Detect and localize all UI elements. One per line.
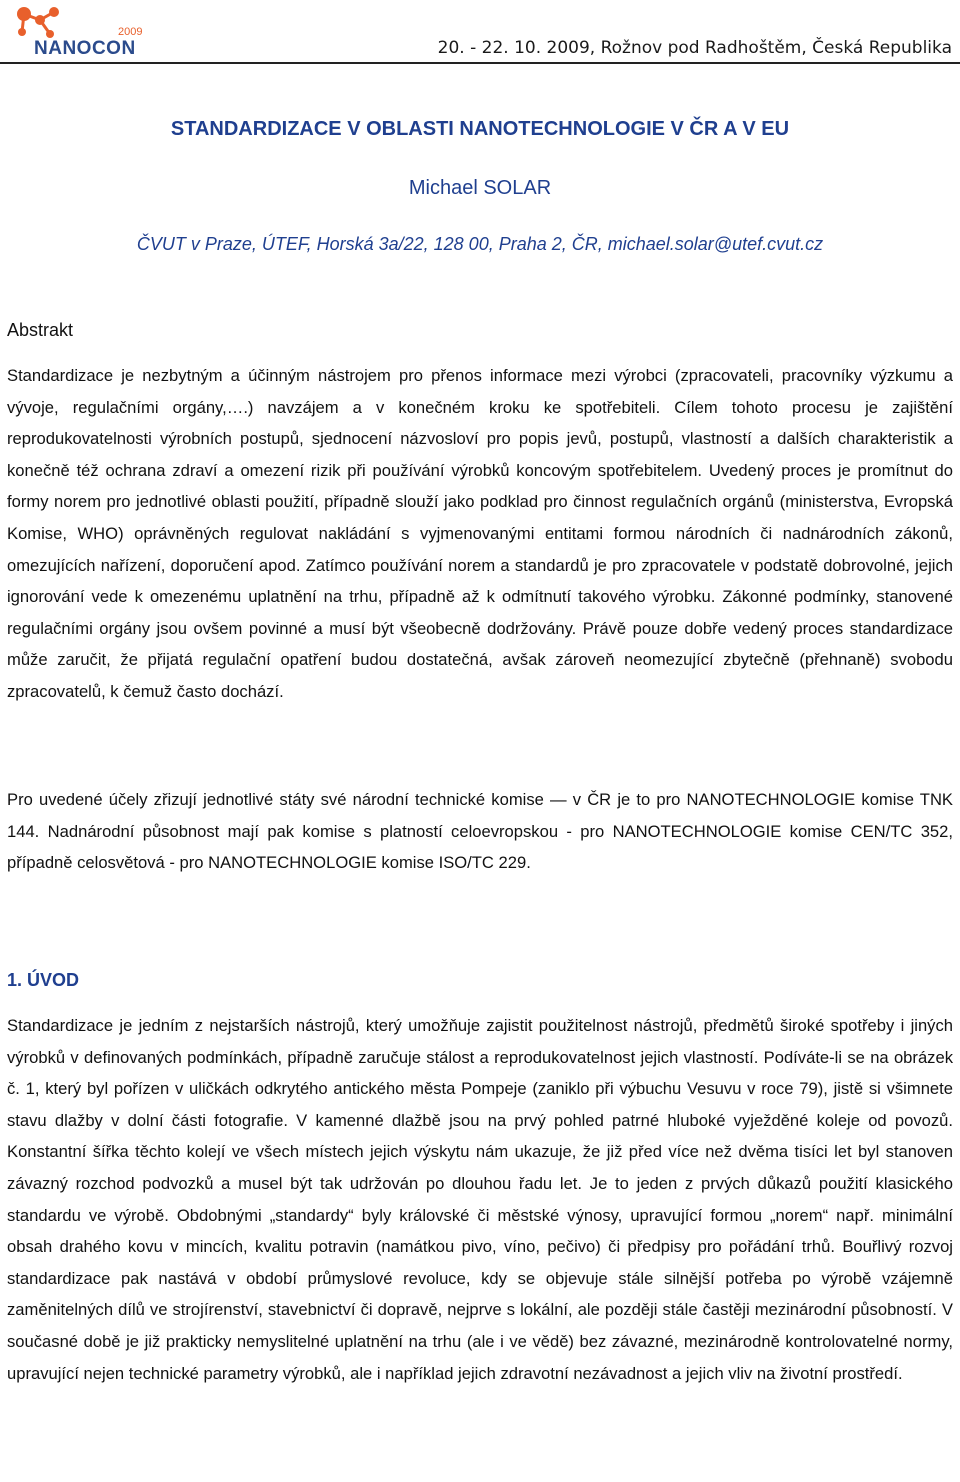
paper-title: STANDARDIZACE V OBLASTI NANOTECHNOLOGIE V ČR A V EU xyxy=(170,118,790,140)
nanocon-logo xyxy=(14,4,144,62)
conference-date: 20. - 22. 10. 2009, Rožnov pod Radhoštěm, Česká Republika xyxy=(437,38,952,58)
intro-paragraph: Standardizace je jedním z nejstarších nástrojů, který umožňuje zajistit použitelnost nástrojů, předmětů široké spotřeby i jiných výrobků v definovaných podmínkách, případně zaručuje stálost a reprodukovatelnost jejich vlastností. Podíváte-li se na obrázek č. 1, který byl pořízen v uličkách odkrytého antického města Pompeje (zaniklo při výbuchu Vesuvu v roce 79), jistě si všimnete stavu dlažby v dolní části fotografie. V kamenné dlažbě jsou na prvý pohled patrné hluboké vyježděné koleje od povozů. Konstantní šířka těchto kolejí ve všech místech jejich výskytu nám ukazuje, že již před více než dvěma tisíci let byl stanoven závazný rozchod podvozků a musel být tak udržován po dlouhou řadu let. Je to jeden z prvých důkazů použití klasického standardu ve výrobě. Obdobnými „standardy“ byly královské či městské výnosy, upravující formou „norem“ např. minimální obsah drahého kovu v mincích, kvalitu potravin (namátkou pivo, víno, pečivo) či předpisy pro pořádání trhů. Bouřlivý rozvoj standardizace pak nastává v období průmyslové revoluce, kdy se objevuje stále silnější potřeba po výrobě vzájemně zaměnitelných dílů ve strojírenství, stavebnictví či dopravě, nejprve s lokální, ale později stále častěji mezinárodní působností. V současné době je již prakticky nemyslitelné uplatnění na trhu (ale i ve vědě) bez závazné, mezinárodně kontrolovatelné normy, upravující nejen technické parametry výrobků, ale i například jejich zdravotní nezávadnost a jejich vliv na životní prostředí. xyxy=(7,1016,953,1383)
logo-name: NANOCON xyxy=(34,38,136,59)
header-divider xyxy=(0,62,960,64)
abstract-paragraph-2: Pro uvedené účely zřizují jednotlivé státy své národní technické komise — v ČR je to pro NANOTECHNOLOGIE komise TNK 144. Nadnárodní působnost mají pak komise s platností celoevropskou - pro NANOTECHNOLOGIE komise CEN/TC 352, případně celosvětová - pro NANOTECHNOLOGIE komise ISO/TC 229. xyxy=(7,790,953,873)
abstract-paragraph-1: Standardizace je nezbytným a účinným nástrojem pro přenos informace mezi výrobci (zpracovateli, pracovníky výzkumu a vývoje, regulačními orgány,….) navzájem a v konečném kroku ke spotřebiteli. Cílem tohoto procesu je zajištění reprodukovatelnosti výrobních postupů, sjednocení názvosloví pro popis jevů, postupů, vlastností a dalších charakteristik a konečně též ochrana zdraví a omezení rizik při používání výrobků koncovým spotřebitelem. Uvedený proces je promítnut do formy norem pro jednotlivé oblasti použití, případně slouží jako podklad pro činnost regulačních orgánů (ministerstva, Evropská Komise, WHO) oprávněných regulovat nakládání s vyjmenovanými entitami formou národních či nadnárodních zákonů, omezujících nařízení, doporučení apod. Zatímco používání norem a standardů je pro zpracovatele v podstatě dobrovolné, jejich ignorování vede k omezenému uplatnění na trhu, případně až k odmítnutí takového výrobku. Zákonné podmínky, stanovené regulačními orgány jsou ovšem povinné a musí být všeobecně dodržovány. Právě pouze dobře vedený proces standardizace může zaručit, že přijatá regulační opatření budou dostatečná, avšak zároveň neomezující zbytečně (přehnaně) svobodu zpracovatelů, k čemuž často dochází. xyxy=(7,366,953,701)
author-affiliation: ČVUT v Praze, ÚTEF, Horská 3a/22, 128 00, Praha 2, ČR, michael.solar@utef.cvut.cz xyxy=(136,234,824,254)
paper-author: Michael SOLAR xyxy=(408,177,552,199)
abstract-heading: Abstrakt xyxy=(7,320,74,340)
page-header xyxy=(0,0,960,64)
section-heading-intro: 1. ÚVOD xyxy=(7,970,80,990)
logo-year: 2009 xyxy=(118,26,143,38)
